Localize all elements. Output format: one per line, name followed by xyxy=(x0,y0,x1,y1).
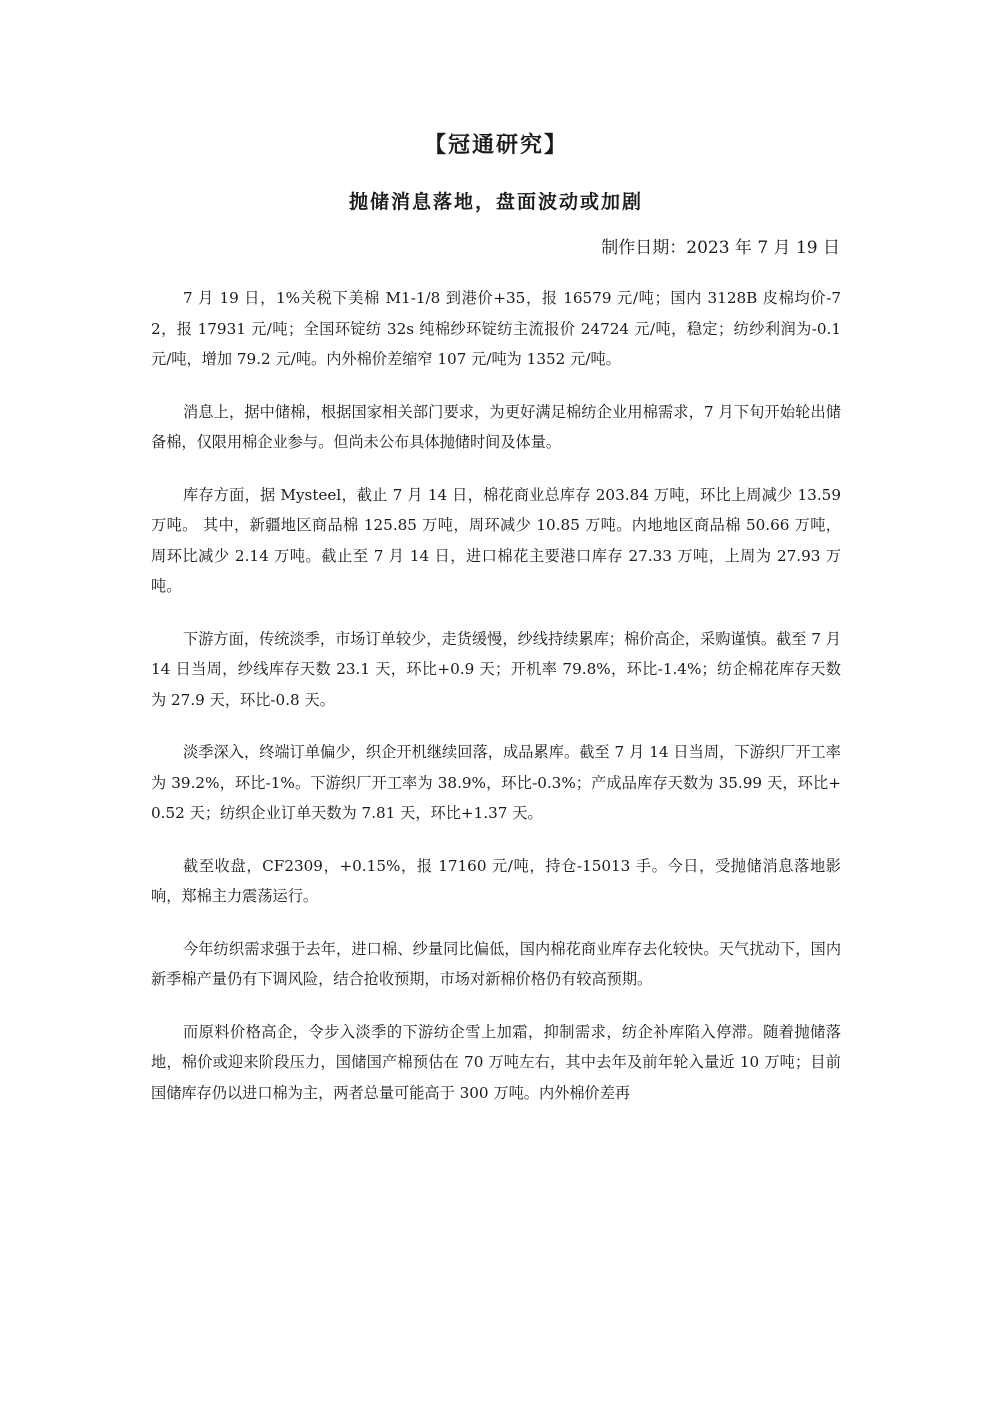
report-body xyxy=(151,283,841,1130)
paragraph-downstream: 下游方面，传统淡季，市场订单较少，走货缓慢，纱线持续累库；棉价高企，采购谨慎。截至 7 月 14 日当周，纱线库存天数 23.1 天，环比+0.9 天；开机率 79.8%，环比-1.4%；纺企棉花库存天数为 27.9 天，环比-0.8 天。 xyxy=(151,629,841,709)
report-title: 抛储消息落地，盘面波动或加剧 xyxy=(348,191,643,213)
paragraph-prices: 7 月 19 日，1%关税下美棉 M1-1/8 到港价+35，报 16579 元/吨；国内 3128B 皮棉均价-72，报 17931 元/吨；全国环锭纺 32s 纯棉纱环锭纺主流报价 24724 元/吨，稳定；纺纱利润为-0.1 元/吨，增加 79.2 元/吨。内外棉价差缩窄 107 元/吨为 1352 元/吨。 xyxy=(151,289,841,368)
report-header: 【冠通研究】 xyxy=(423,132,568,158)
paragraph-news: 消息上，据中储棉，根据国家相关部门要求，为更好满足棉纺企业用棉需求，7 月下旬开始轮出储备棉，仅限用棉企业参与。但尚未公布具体抛储时间及体量。 xyxy=(151,402,841,451)
paragraph-inventory: 库存方面，据 Mysteel，截止 7 月 14 日，棉花商业总库存 203.84 万吨，环比上周减少 13.59 万吨。 其中，新疆地区商品棉 125.85 万吨，周环减少 10.85 万吨。内地地区商品棉 50.66 万吨，周环比减少 2.14 万吨。截止至 7 月 14 日，进口棉花主要港口库存 27.33 万吨，上周为 27.93 万吨。 xyxy=(151,485,841,595)
paragraph-demand: 今年纺织需求强于去年，进口棉、纱量同比偏低，国内棉花商业库存去化较快。天气扰动下，国内新季棉产量仍有下调风险，结合抢收预期，市场对新棉价格仍有较高预期。 xyxy=(151,939,841,988)
paragraph-closing: 截至收盘，CF2309，+0.15%，报 17160 元/吨，持仓-15013 手。今日，受抛储消息落地影响，郑棉主力震荡运行。 xyxy=(151,856,841,905)
paragraph-outlook: 而原料价格高企，令步入淡季的下游纺企雪上加霜，抑制需求，纺企补库陷入停滞。随着抛储落地，棉价或迎来阶段压力，国储国产棉预估在 70 万吨左右，其中去年及前年轮入量近 10 万吨；目前国储库存仍以进口棉为主，两者总量可能高于 300 万吨。内外棉价差再 xyxy=(151,1022,841,1102)
report-date: 制作日期：2023 年 7 月 19 日 xyxy=(601,238,840,258)
paragraph-weaving: 淡季深入，终端订单偏少，织企开机继续回落，成品累库。截至 7 月 14 日当周，下游织厂开工率为 39.2%，环比-1%。下游织厂开工率为 38.9%，环比-0.3%；产成品库存天数为 35.99 天，环比+0.52 天；纺织企业订单天数为 7.81 天，环比+1.37 天。 xyxy=(151,743,841,822)
